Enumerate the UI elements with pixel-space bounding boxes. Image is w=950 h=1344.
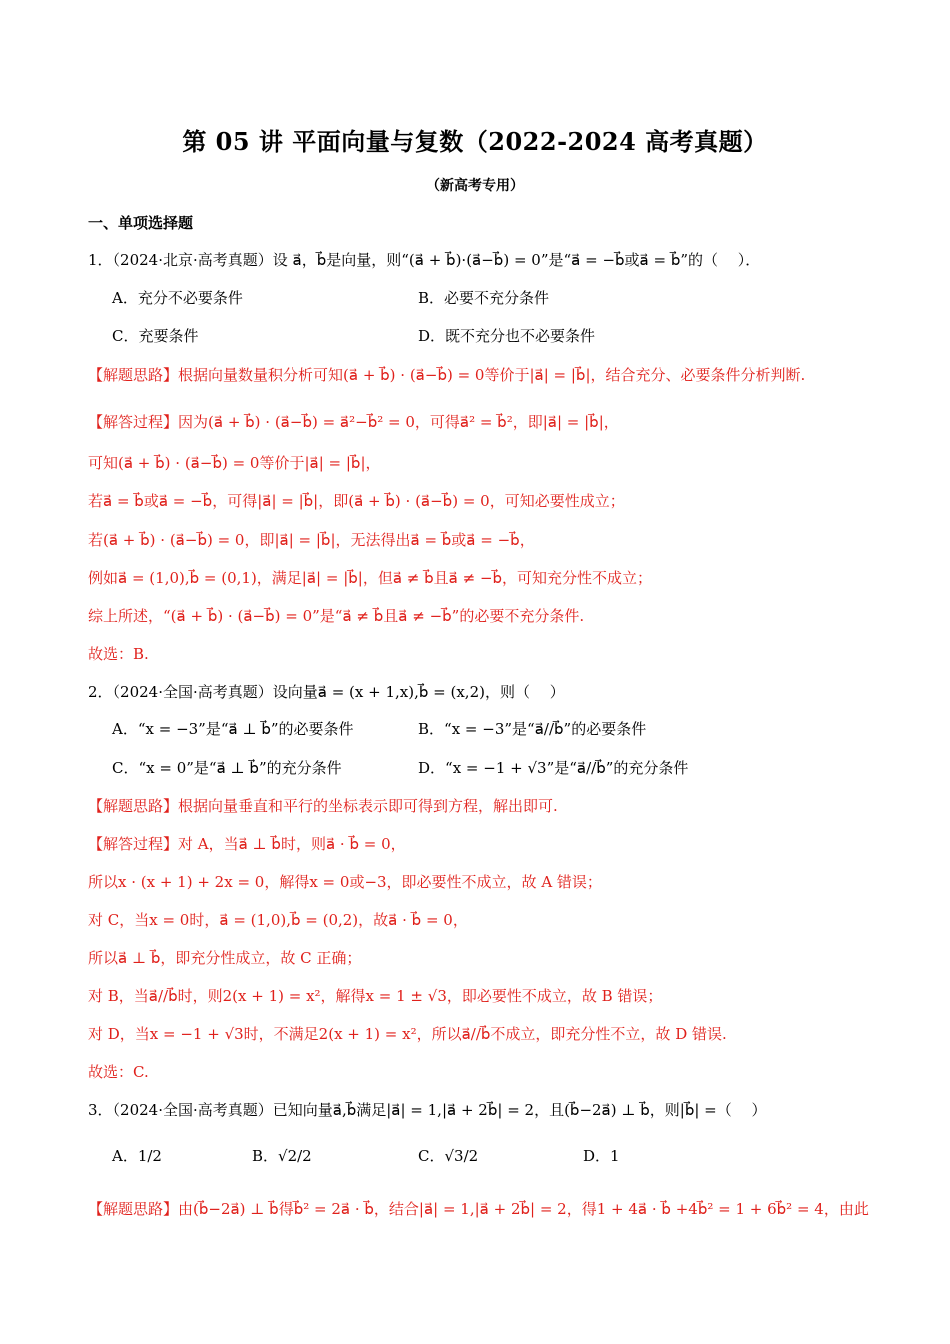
q3-option-c: C．√3/2 [418, 1147, 479, 1165]
q2-solution-line: 所以a⃗ ⊥ b⃗，即充分性成立，故 C 正确； [88, 949, 362, 967]
q2-solution-line: 对 B，当a⃗//b⃗时，则2(x + 1) = x²，解得x = 1 ± √3，即必要性不成立，故 B 错误； [88, 987, 663, 1005]
q1-solution-line: 若(a⃗ + b⃗) · (a⃗−b⃗) = 0，即|a⃗| = |b⃗|，无法得出a⃗ = b⃗或a⃗ = −b⃗， [88, 531, 535, 549]
q3-option-b: B．√2/2 [252, 1147, 312, 1165]
q2-solution-line: 对 D，当x = −1 + √3时，不满足2(x + 1) = x²，所以a⃗//b⃗不成立，即充分性不立，故 D 错误. [88, 1025, 727, 1043]
q2-solution-line: 对 C，当x = 0时，a⃗ = (1,0),b⃗ = (0,2)，故a⃗ · b⃗ = 0， [88, 911, 468, 929]
q2-option-a: A．“x = −3”是“a⃗ ⊥ b⃗”的必要条件 [112, 720, 354, 738]
q3-solution-idea: 【解题思路】由(b⃗−2a⃗) ⊥ b⃗得b⃗² = 2a⃗ · b⃗，结合|a⃗| = 1,|a⃗ + 2b⃗| = 2，得1 + 4a⃗ · b⃗ +4b⃗² = 1 + 6b⃗² = 4，由此 [88, 1200, 869, 1218]
q2-solution-idea: 【解题思路】根据向量垂直和平行的坐标表示即可得到方程，解出即可. [88, 797, 558, 815]
q1-solution-line: 若a⃗ = b⃗或a⃗ = −b⃗，可得|a⃗| = |b⃗|，即(a⃗ + b⃗) · (a⃗−b⃗) = 0，可知必要性成立； [88, 492, 625, 510]
q1-solution-line: 综上所述，“(a⃗ + b⃗) · (a⃗−b⃗) = 0”是“a⃗ ≠ b⃗且a⃗ ≠ −b⃗”的必要不充分条件. [88, 607, 585, 625]
q2-option-d: D．“x = −1 + √3”是“a⃗//b⃗”的充分条件 [418, 759, 689, 777]
q1-solution-line: 例如a⃗ = (1,0),b⃗ = (0,1)，满足|a⃗| = |b⃗|，但a⃗ ≠ b⃗且a⃗ ≠ −b⃗，可知充分性不成立； [88, 569, 653, 587]
q2-answer: 故选：C. [88, 1063, 149, 1081]
q3-option-a: A．1/2 [112, 1147, 162, 1165]
q1-solution-line: 可知(a⃗ + b⃗) · (a⃗−b⃗) = 0等价于|a⃗| = |b⃗|， [88, 454, 381, 472]
q2-solution-line: 【解答过程】对 A，当a⃗ ⊥ b⃗时，则a⃗ · b⃗ = 0， [88, 835, 406, 853]
question-1-stem: 1．（2024·北京·高考真题）设 a⃗，b⃗是向量，则“(a⃗ + b⃗)·(a⃗−b⃗) = 0”是“a⃗ = −b⃗或a⃗ = b⃗”的（ ）． [88, 251, 761, 269]
q2-option-c: C．“x = 0”是“a⃗ ⊥ b⃗”的充分条件 [112, 759, 342, 777]
q1-solution-line: 【解答过程】因为(a⃗ + b⃗) · (a⃗−b⃗) = a⃗²−b⃗² = 0，可得a⃗² = b⃗²，即|a⃗| = |b⃗|， [88, 413, 619, 431]
q1-answer: 故选：B. [88, 645, 149, 663]
q2-option-b: B．“x = −3”是“a⃗//b⃗”的必要条件 [418, 720, 647, 738]
page-title: 第 05 讲 平面向量与复数（2022-2024 高考真题） [182, 127, 768, 156]
page-subtitle: （新高考专用） [426, 178, 524, 194]
q1-option-b: B．必要不充分条件 [418, 289, 550, 307]
q3-option-d: D．1 [583, 1147, 620, 1165]
q1-option-c: C．充要条件 [112, 327, 199, 345]
q1-option-a: A．充分不必要条件 [112, 289, 243, 307]
section-heading: 一、单项选择题 [88, 214, 194, 232]
question-3-stem: 3．（2024·全国·高考真题）已知向量a⃗,b⃗满足|a⃗| = 1,|a⃗ + 2b⃗| = 2，且(b⃗−2a⃗) ⊥ b⃗，则|b⃗| =（ ） [88, 1101, 767, 1119]
q2-solution-line: 所以x · (x + 1) + 2x = 0，解得x = 0或−3，即必要性不成立，故 A 错误； [88, 873, 602, 891]
q1-solution-idea: 【解题思路】根据向量数量积分析可知(a⃗ + b⃗) · (a⃗−b⃗) = 0等价于|a⃗| = |b⃗|，结合充分、必要条件分析判断. [88, 366, 806, 384]
question-2-stem: 2．（2024·全国·高考真题）设向量a⃗ = (x + 1,x),b⃗ = (x,2)，则（ ） [88, 683, 565, 701]
q1-option-d: D．既不充分也不必要条件 [418, 327, 596, 345]
